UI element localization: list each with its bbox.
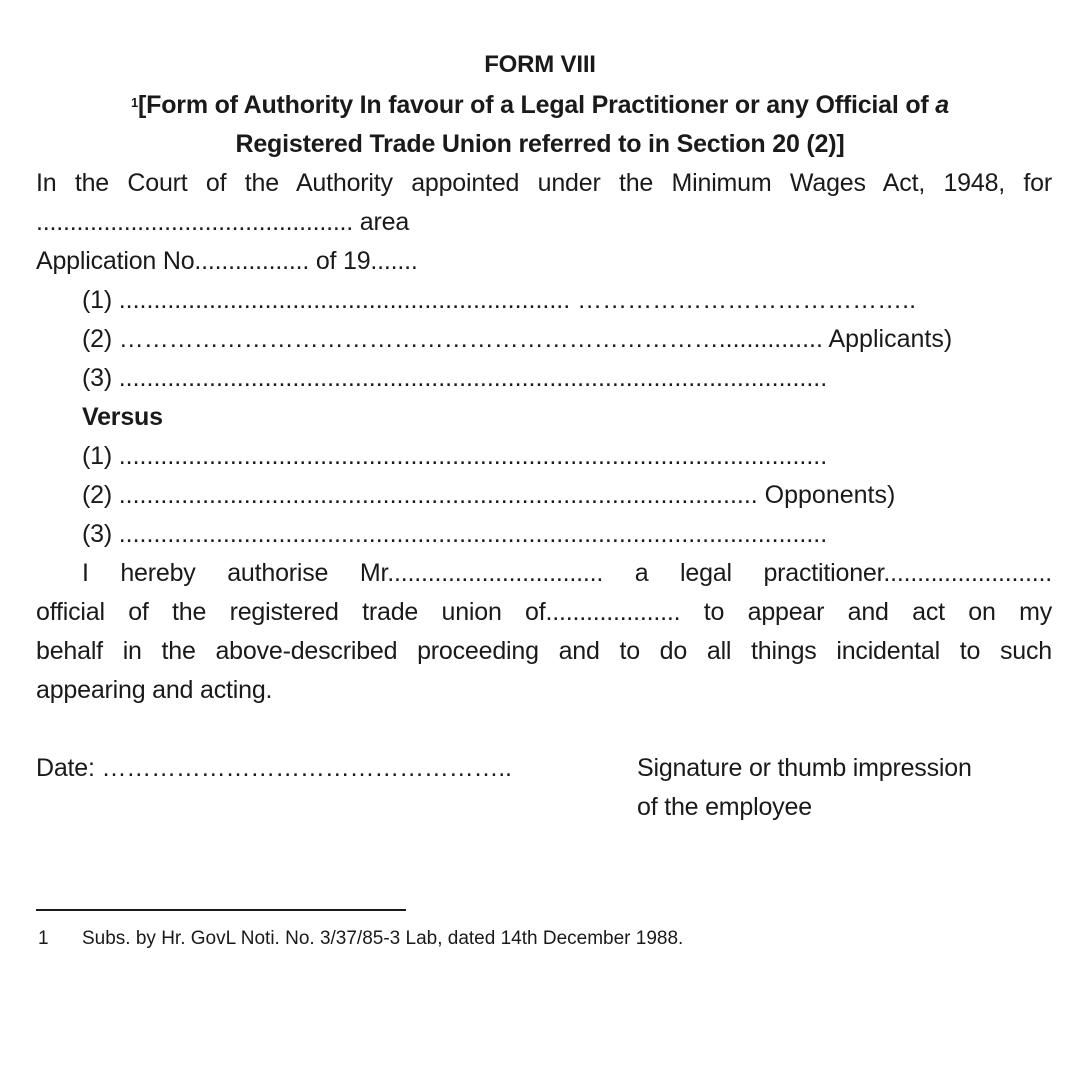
applicant-1: (1) ................................................................. ………………………………….. (82, 286, 917, 314)
applicant-2: (2) ………………………………………………………………............... Applicants) (82, 325, 953, 353)
versus-heading: Versus (82, 403, 163, 431)
footnote-number: 1 (38, 928, 49, 949)
area-line: ............................................... area (36, 208, 410, 236)
opponent-2: (2) ............................................................................................ Opponents) (82, 481, 896, 509)
opponent-1: (1) ...................................................................................................... (82, 442, 828, 470)
authorisation-line2: official of the registered trade union of.................... to appear and act on my (36, 598, 1052, 626)
authorisation-line3: behalf in the above-described proceeding and to do all things incidental to such (36, 637, 1052, 665)
authorisation-line4: appearing and acting. (36, 676, 273, 704)
footnote-divider (36, 909, 406, 911)
court-line: In the Court of the Authority appointed under the Minimum Wages Act, 1948, for (36, 169, 1052, 197)
opponent-3: (3) ...................................................................................................... (82, 520, 828, 548)
signature-label-line2: of the employee (637, 793, 812, 821)
footnote-text: Subs. by Hr. GovL Noti. No. 3/37/85-3 Lab, dated 14th December 1988. (82, 928, 684, 949)
form-subtitle-line2: Registered Trade Union referred to in Section 20 (2)] (235, 130, 845, 158)
footnote-reference: 1 (131, 95, 139, 110)
application-number-line: Application No................. of 19....... (36, 247, 418, 275)
form-title: FORM VIII (484, 51, 596, 78)
signature-label-line1: Signature or thumb impression (637, 754, 972, 782)
date-field: Date: ………………………………………….. (36, 754, 512, 782)
form-subtitle-line1: $^1$[Form of Authority In favour of a Legal Practitioner or any Official of a (131, 91, 949, 119)
authorisation-line1: I hereby authorise Mr................................ a legal practitioner......................... (82, 559, 1052, 587)
applicant-3: (3) ...................................................................................................... (82, 364, 828, 392)
